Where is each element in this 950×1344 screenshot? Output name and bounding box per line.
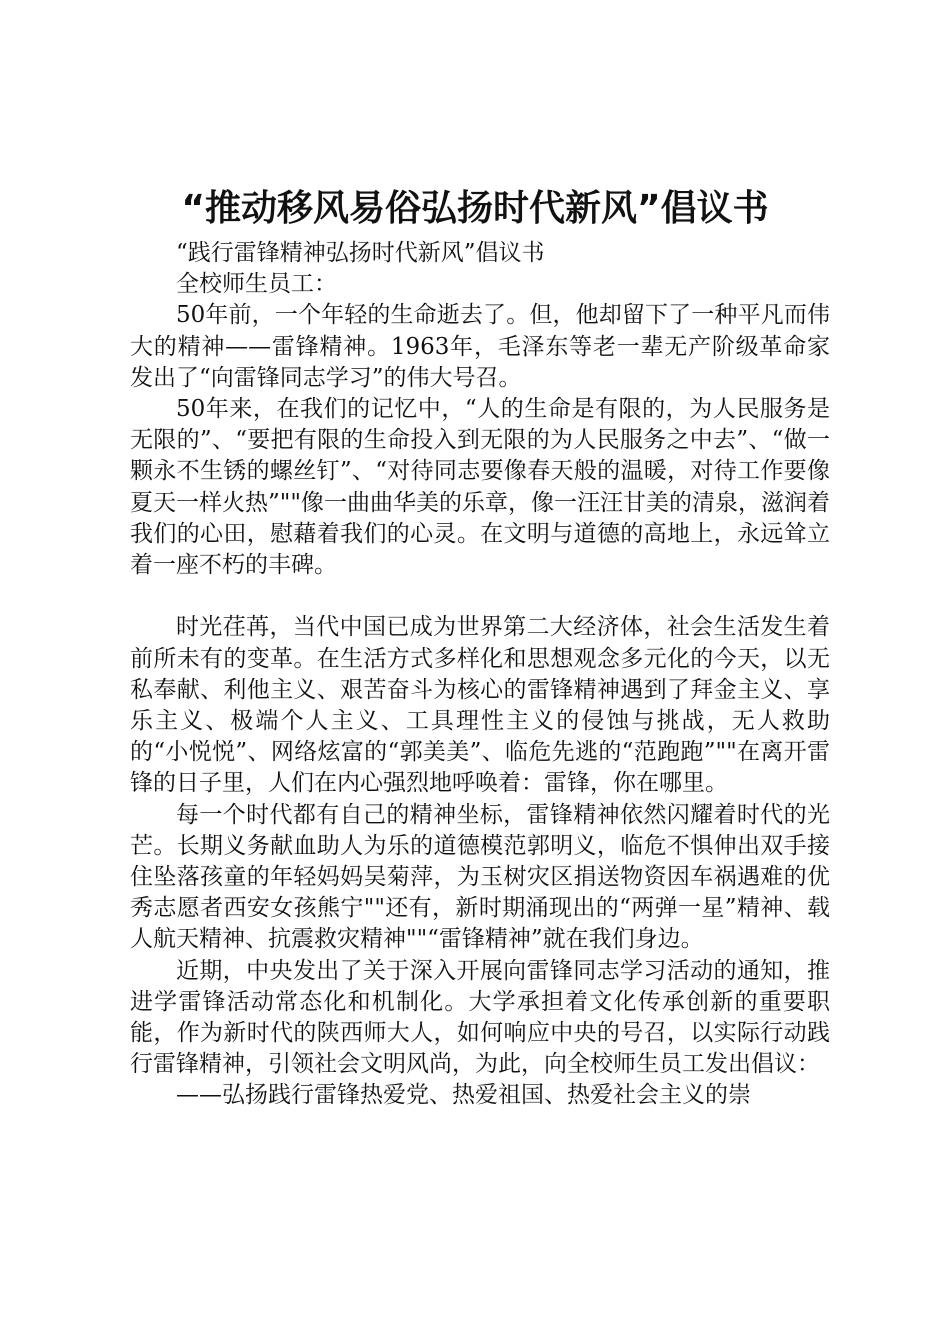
document-body xyxy=(130,238,830,1112)
paragraph-1: 50年前，一个年轻的生命逝去了。但，他却留下了一种平凡而伟大的精神——雷锋精神。1963年，毛泽东等老一辈无产阶级革命家发出了“向雷锋同志学习”的伟大号召。 xyxy=(130,302,830,391)
paragraph-5: 近期，中央发出了关于深入开展向雷锋同志学习活动的通知，推进学雷锋活动常态化和机制化。大学承担着文化传承创新的重要职能，作为新时代的陕西师大人，如何响应中央的号召，以实际行动践行雷锋精神，引领社会文明风尚，为此，向全校师生员工发出倡议： xyxy=(130,957,830,1078)
paragraph-6: ——弘扬践行雷锋热爱党、热爱祖国、热爱社会主义的崇 xyxy=(176,1082,751,1109)
paragraph-4: 每一个时代都有自己的精神坐标，雷锋精神依然闪耀着时代的光芒。长期义务献血助人为乐的道德模范郭明义，临危不惧伸出双手接住坠落孩童的年轻妈妈吴菊萍，为玉树灾区捐送物资因车祸遇难的优秀志愿者西安女孩熊宁""还有，新时期涌现出的“两弹一星”精神、载人航天精神、抗震救灾精神""“雷锋精神”就在我们身边。 xyxy=(130,801,830,953)
paragraph-spacer xyxy=(130,581,830,612)
document-title: “推动移风易俗弘扬时代新风”倡议书 xyxy=(181,188,769,229)
salutation: 全校师生员工： xyxy=(176,271,337,298)
paragraph-3: 时光荏苒，当代中国已成为世界第二大经济体，社会生活发生着前所未有的变革。在生活方式多样化和思想观念多元化的今天，以无私奉献、利他主义、艰苦奋斗为核心的雷锋精神遇到了拜金主义、享乐主义、极端个人主义、工具理性主义的侵蚀与挑战，无人救助的“小悦悦”、网络炫富的“郭美美”、临危先逃的“范跑跑”""在离开雷锋的日子里，人们在内心强烈地呼唤着：雷锋，你在哪里。 xyxy=(130,614,830,797)
document-subtitle: “践行雷锋精神弘扬时代新风”倡议书 xyxy=(176,240,545,266)
paragraph-2: 50年来，在我们的记忆中，“人的生命是有限的，为人民服务是无限的”、“要把有限的生命投入到无限的为人民服务之中去”、“做一颗永不生锈的螺丝钉”、“对待同志要像春天般的温暖，对待工作要像夏天一样火热”""像一曲曲华美的乐章，像一汪汪甘美的清泉，滋润着我们的心田，慰藉着我们的心灵。在文明与道德的高地上，永远耸立着一座不朽的丰碑。 xyxy=(130,396,830,579)
